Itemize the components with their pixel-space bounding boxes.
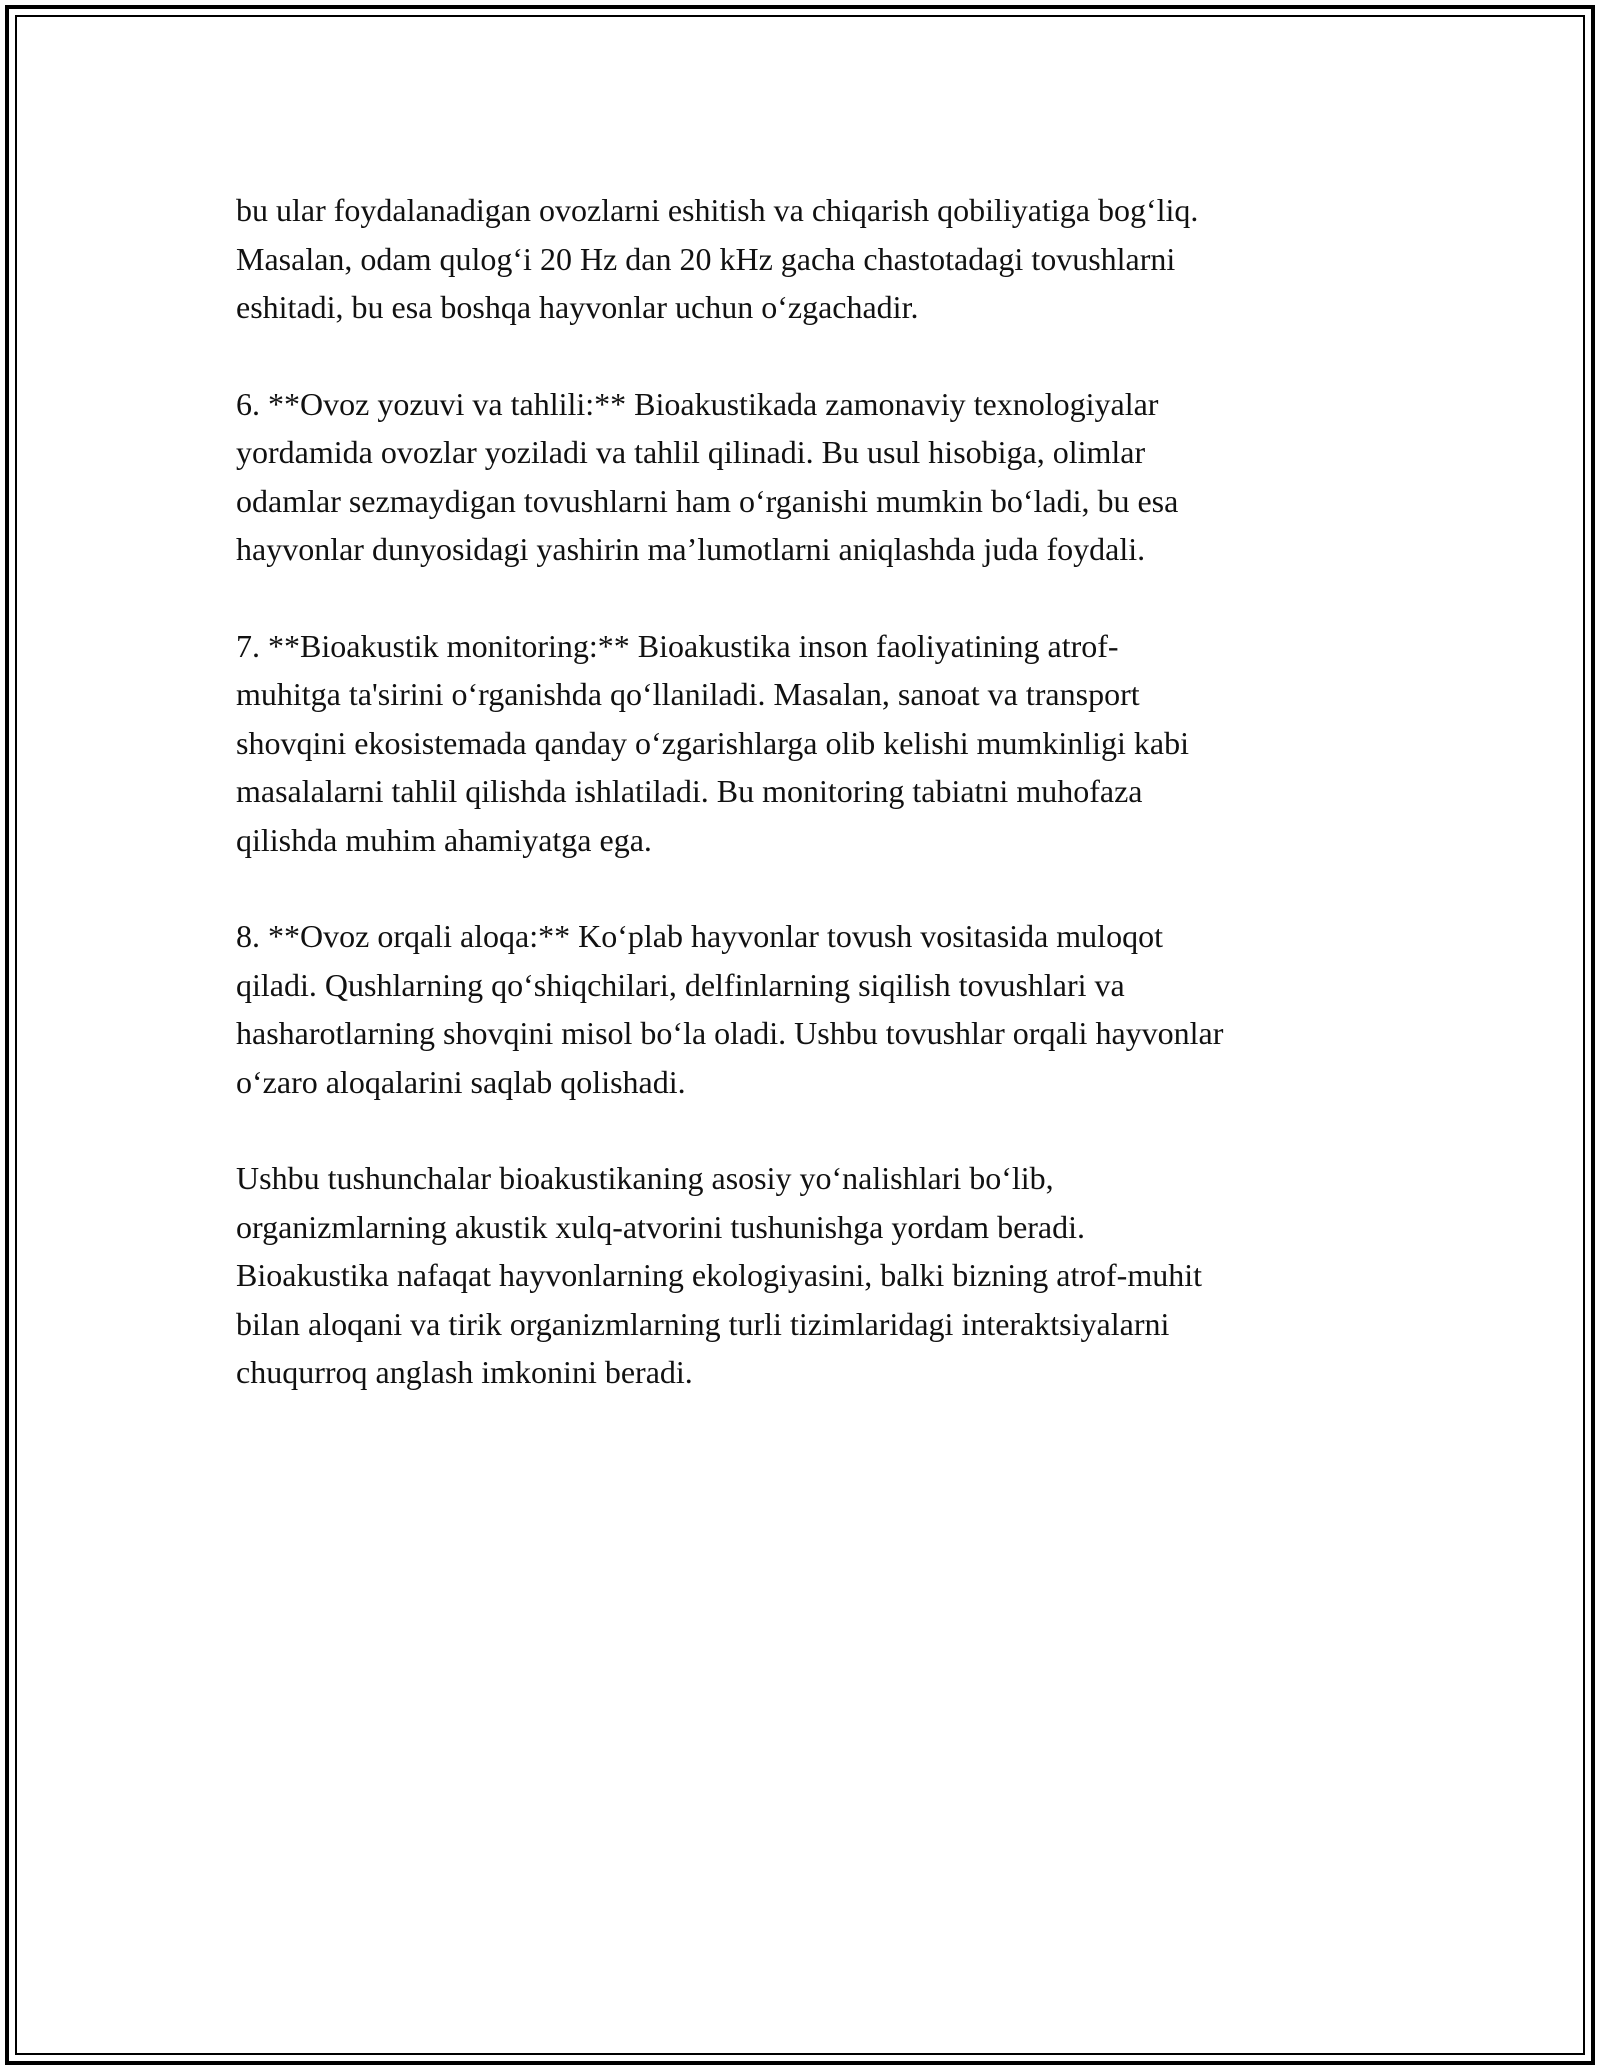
- text-line: 8. **Ovoz orqali aloqa:** Ko‘plab hayvonlar tovush vositasida muloqot: [236, 918, 1163, 954]
- text-line: hasharotlarning shovqini misol bo‘la oladi. Ushbu tovushlar orqali hayvonlar: [236, 1015, 1224, 1051]
- text-line: shovqini ekosistemada qanday o‘zgarishlarga olib kelishi mumkinligi kabi: [236, 724, 1190, 761]
- text-line: organizmlarning akustik xulq-atvorini tushunishga yordam beradi.: [236, 1208, 1086, 1245]
- text-line: masalalarni tahlil qilishda ishlatiladi. Bu monitoring tabiatni muhofaza: [236, 773, 1143, 809]
- paragraph-item-7-monitoring: [236, 622, 1386, 865]
- text-line: qilishda muhim ahamiyatga ega.: [236, 821, 652, 858]
- text-line: eshitadi, bu esa boshqa hayvonlar uchun o‘zgachadir.: [236, 289, 919, 325]
- document-body: [236, 186, 1386, 1445]
- text-line: 7. **Bioakustik monitoring:** Bioakustika inson faoliyatining atrof-: [236, 627, 1119, 664]
- text-line: Masalan, odam qulog‘i 20 Hz dan 20 kHz gacha chastotadagi tovushlarni: [236, 240, 1176, 277]
- paragraph-conclusion: [236, 1154, 1386, 1397]
- text-line: Ushbu tushunchalar bioakustikaning asosiy yo‘nalishlari bo‘lib,: [236, 1160, 1054, 1196]
- text-line: chuqurroq anglash imkonini beradi.: [236, 1354, 693, 1390]
- text-line: o‘zaro aloqalarini saqlab qolishadi.: [236, 1063, 686, 1100]
- text-line: qiladi. Qushlarning qo‘shiqchilari, delfinlarning siqilish tovushlari va: [236, 966, 1125, 1003]
- paragraph-item-8-communication: [236, 912, 1386, 1106]
- text-line: yordamida ovozlar yoziladi va tahlil qilinadi. Bu usul hisobiga, olimlar: [236, 434, 1146, 470]
- text-line: bu ular foydalanadigan ovozlarni eshitish va chiqarish qobiliyatiga bog‘liq.: [236, 192, 1199, 228]
- text-line: hayvonlar dunyosidagi yashirin ma’lumotlarni aniqlashda juda foydali.: [236, 531, 1146, 567]
- text-line: Bioakustika nafaqat hayvonlarning ekologiyasini, balki bizning atrof-muhit: [236, 1257, 1202, 1293]
- text-line: 6. **Ovoz yozuvi va tahlili:** Bioakustikada zamonaviy texnologiyalar: [236, 385, 1159, 422]
- text-line: muhitga ta'sirini o‘rganishda qo‘llaniladi. Masalan, sanoat va transport: [236, 676, 1140, 712]
- paragraph-item-6-sound-recording: [236, 380, 1386, 574]
- text-line: odamlar sezmaydigan tovushlarni ham o‘rganishi mumkin bo‘ladi, bu esa: [236, 482, 1179, 519]
- paragraph-hearing-range: [236, 186, 1386, 332]
- text-line: bilan aloqani va tirik organizmlarning turli tizimlaridagi interaktsiyalarni: [236, 1305, 1170, 1342]
